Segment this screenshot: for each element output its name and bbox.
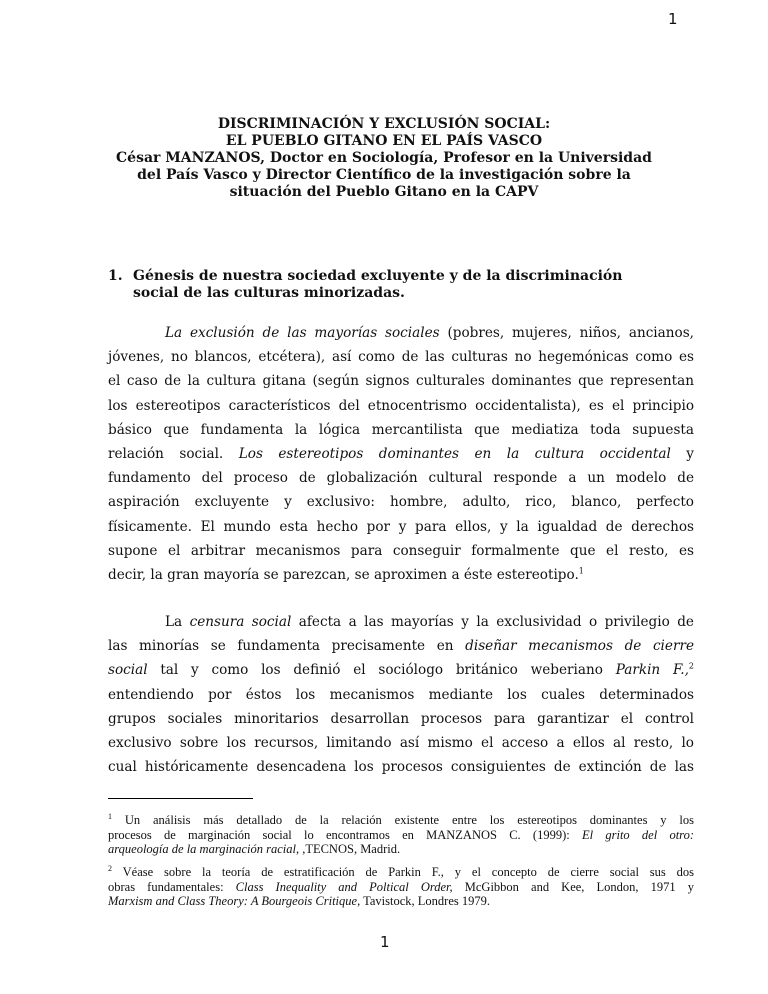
text-run: y bbox=[670, 445, 694, 462]
text-run: físicamente. El mundo esta hecho por y para ellos, y la igualdad de derechos bbox=[108, 518, 694, 535]
text-run: el caso de la cultura gitana (según signos culturales dominantes que representan bbox=[108, 373, 694, 390]
text-line bbox=[108, 369, 694, 393]
text-line bbox=[108, 539, 694, 563]
italic-text: Marxism and Class Theory: A Bourgeois Critique, bbox=[108, 894, 361, 909]
text-line bbox=[108, 731, 694, 755]
author-line: situación del Pueblo Gitano en la CAPV bbox=[229, 184, 539, 200]
text-run: aspiración excluyente y exclusivo: hombre, adulto, rico, blanco, perfecto bbox=[108, 494, 694, 511]
text-line bbox=[108, 894, 694, 909]
body-paragraph-1 bbox=[108, 321, 694, 587]
text-line bbox=[108, 755, 694, 779]
text-run: McGibbon and Kee, London, 1971 y bbox=[452, 879, 694, 894]
text-run: La bbox=[165, 614, 190, 630]
footnote-separator bbox=[108, 798, 253, 799]
text-line bbox=[108, 394, 694, 418]
footnote-marker: 2 bbox=[688, 661, 694, 671]
section-heading bbox=[108, 268, 693, 301]
text-line bbox=[108, 842, 694, 857]
text-line bbox=[108, 707, 694, 731]
text-line bbox=[108, 610, 694, 634]
text-run: procesos de marginación social lo encontramos en MANZANOS C. (1999): bbox=[108, 827, 582, 842]
text-run: obras fundamentales: bbox=[108, 879, 236, 894]
footnote-2 bbox=[108, 865, 694, 909]
text-run: los estereotipos característicos del etnocentrismo occidentalista), es el principio bbox=[108, 397, 694, 414]
footnote-1 bbox=[108, 813, 694, 857]
text-run: tal y como los definió el sociólogo británico weberiano bbox=[147, 662, 616, 679]
text-run: Véase sobre la teoría de estratificación de Parkin F., y el concepto de cierre social sus dos bbox=[112, 865, 694, 879]
italic-text: diseñar mecanismos de cierre bbox=[465, 638, 694, 655]
text-line bbox=[108, 515, 694, 539]
italic-text: La exclusión de las mayorías sociales bbox=[165, 325, 440, 341]
text-run: grupos sociales minoritarios desarrollan procesos para garantizar el control bbox=[108, 710, 694, 727]
text-line bbox=[108, 828, 694, 843]
text-run: Un análisis más detallado de la relación existente entre los estereotipos dominantes y los bbox=[112, 813, 694, 827]
text-run: exclusivo sobre los recursos, limitando así mismo el acceso a ellos al resto, lo bbox=[108, 734, 694, 751]
text-run: entendiendo por éstos los mecanismos mediante los cuales determinados bbox=[108, 686, 694, 703]
text-run: las minorías se fundamenta precisamente en bbox=[108, 638, 466, 655]
text-run: fundamento del proceso de globalización cultural responde a un modelo de bbox=[108, 470, 694, 487]
text-line bbox=[108, 813, 694, 828]
body-paragraph-2 bbox=[108, 610, 694, 779]
text-line bbox=[108, 634, 694, 658]
italic-text: Los estereotipos dominantes en la cultura occidental bbox=[238, 445, 671, 462]
text-run: jóvenes, no blancos, etcétera), así como de las culturas no hegemónicas como es bbox=[108, 349, 694, 366]
italic-text: Class Inequality and Poltical Order, bbox=[235, 879, 453, 894]
footnote-marker: 1 bbox=[108, 811, 112, 821]
text-run: Tavistock, Londres 1979. bbox=[360, 894, 490, 909]
section-number: 1. bbox=[108, 268, 123, 284]
italic-text: El grito del otro: bbox=[582, 827, 694, 842]
footnote-marker: 2 bbox=[108, 863, 112, 873]
footer-page-number: 1 bbox=[380, 933, 390, 951]
author-line: César MANZANOS, Doctor en Sociología, Profesor en la Universidad bbox=[116, 150, 652, 166]
title-line: DISCRIMINACIÓN Y EXCLUSIÓN SOCIAL: bbox=[217, 116, 551, 132]
text-line bbox=[108, 442, 694, 466]
text-line bbox=[108, 880, 694, 895]
text-line bbox=[108, 683, 694, 707]
text-run: afecta a las mayorías y la exclusividad o privilegio de bbox=[291, 614, 694, 630]
text-line bbox=[108, 321, 694, 345]
section-title-line: social de las culturas minorizadas. bbox=[133, 284, 405, 301]
text-run: supone el arbitrar mecanismos para conseguir formalmente que el resto, es bbox=[108, 542, 694, 559]
text-line bbox=[108, 563, 694, 587]
header-page-number: 1 bbox=[668, 10, 678, 28]
section-title-line: Génesis de nuestra sociedad excluyente y de la discriminación bbox=[133, 268, 623, 284]
text-line bbox=[108, 418, 694, 442]
text-run: decir, la gran mayoría se parezcan, se aproximen a éste estereotipo. bbox=[108, 566, 579, 583]
title-line: EL PUEBLO GITANO EN EL PAÍS VASCO bbox=[225, 133, 543, 149]
text-line bbox=[108, 466, 694, 490]
document-title bbox=[60, 116, 708, 201]
text-run: relación social. bbox=[108, 445, 239, 462]
text-run: ,TECNOS, Madrid. bbox=[299, 842, 401, 857]
text-run: básico que fundamenta la lógica mercantilista que mediatiza toda supuesta bbox=[108, 421, 694, 438]
text-line bbox=[108, 345, 694, 369]
text-run: (pobres, mujeres, niños, ancianos, bbox=[439, 325, 694, 341]
footnote-marker: 1 bbox=[578, 566, 584, 576]
text-run: cual históricamente desencadena los procesos consiguientes de extinción de las bbox=[108, 759, 694, 776]
italic-text: arqueología de la marginación racial, bbox=[108, 842, 300, 857]
italic-text: Parkin F., bbox=[615, 662, 689, 679]
text-line bbox=[108, 658, 694, 682]
text-line bbox=[108, 490, 694, 514]
italic-text: censura social bbox=[189, 614, 292, 630]
italic-text: social bbox=[108, 662, 148, 679]
text-line bbox=[108, 865, 694, 880]
author-line: del País Vasco y Director Científico de la investigación sobre la bbox=[137, 167, 631, 183]
